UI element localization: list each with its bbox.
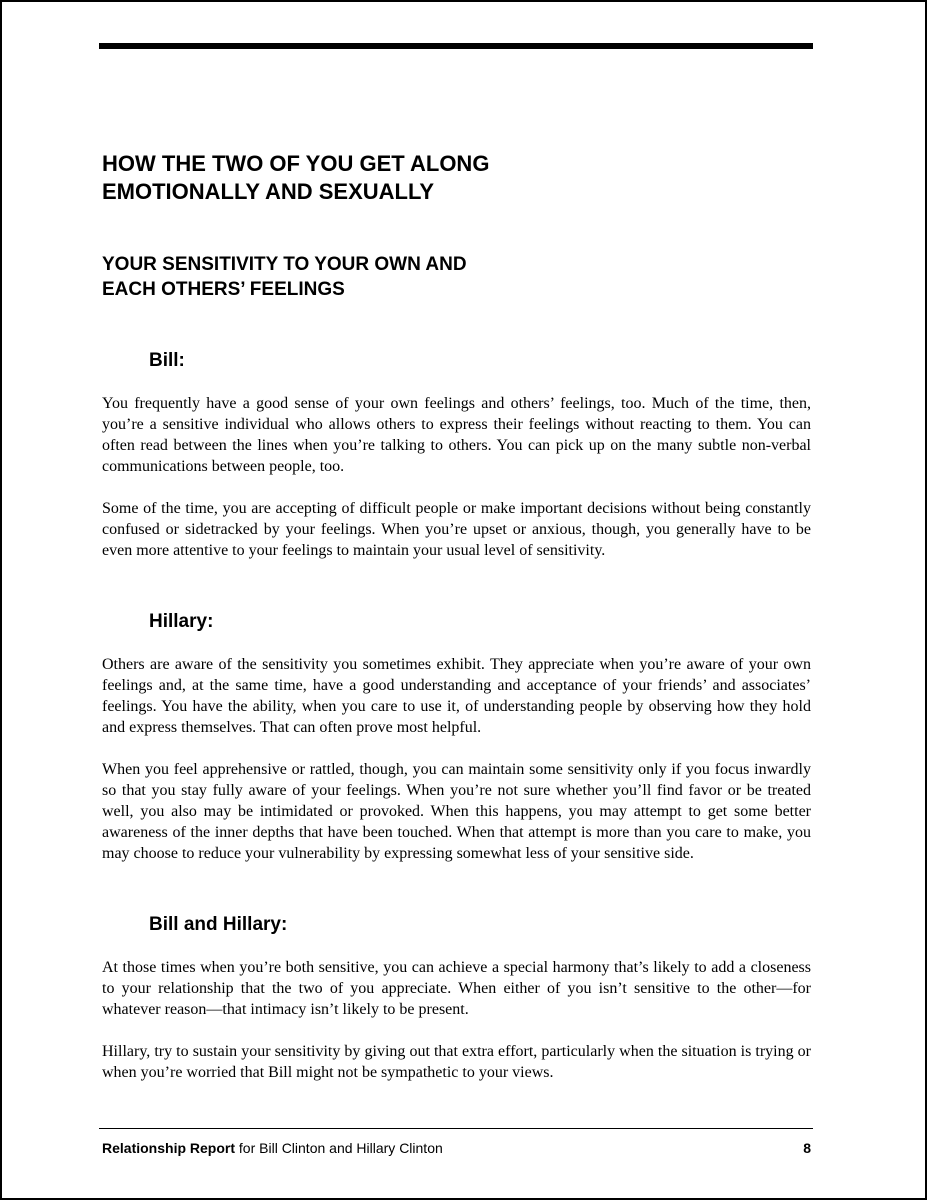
footer-report-for: for Bill Clinton and Hillary Clinton (235, 1140, 443, 1156)
page-content (102, 150, 811, 1083)
footer-report-label: Relationship Report (102, 1140, 236, 1156)
heading-hillary: Hillary: (149, 611, 214, 632)
heading-bill-and-hillary: Bill and Hillary: (149, 914, 288, 935)
page-footer (102, 1139, 811, 1157)
page-title-line-2: EMOTIONALLY AND SEXUALLY (102, 179, 435, 204)
page-title (102, 150, 811, 206)
page-number: 8 (803, 1140, 811, 1156)
section-subtitle-line-1: YOUR SENSITIVITY TO YOUR OWN AND (102, 254, 467, 275)
paragraph-hillary-2: When you feel apprehensive or rattled, though, you can maintain some sensitivity only if you focus inwardly so that you stay fully aware of your feelings. When you’re not sure whether you’ll find favor or be treated well, you also may be intimidated or provoked. When this happens, you may attempt to get some better awareness of the inner depths that have been touched. When that attempt is more than you care to make, you may choose to reduce your vulnerability by expressing somewhat less of your sensitive side. (102, 761, 811, 862)
page-title-line-1: HOW THE TWO OF YOU GET ALONG (102, 151, 490, 176)
paragraph-bill-1: You frequently have a good sense of your own feelings and others’ feelings, too. Much of the time, then, you’re a sensitive individual who allows others to express their feelings without reacting to them. You can often read between the lines when you’re talking to others. You can pick up on the many subtle non-verbal communications between people, too. (102, 395, 811, 475)
paragraph-bill-2: Some of the time, you are accepting of difficult people or make important decisions without being constantly confused or sidetracked by your feelings. When you’re upset or anxious, though, you generally have to be even more attentive to your feelings to maintain your usual level of sensitivity. (102, 500, 811, 559)
footer-rule (99, 1128, 813, 1129)
paragraph-both-1: At those times when you’re both sensitive, you can achieve a special harmony that’s likely to add a closeness to your relationship that the two of you appreciate. When either of you isn’t sensitive to the other—for whatever reason—that intimacy isn’t likely to be present. (102, 959, 811, 1018)
paragraph-hillary-1: Others are aware of the sensitivity you sometimes exhibit. They appreciate when you’re aware of your own feelings and, at the same time, have a good understanding and acceptance of your friends’ and associates’ feelings. You have the ability, when you care to use it, of understanding people by observing how they hold and express themselves. That can often prove most helpful. (102, 656, 811, 736)
footer-report-title (102, 1139, 443, 1157)
top-rule (99, 43, 813, 49)
section-subtitle (102, 252, 811, 302)
heading-bill: Bill: (149, 350, 185, 371)
section-subtitle-line-2: EACH OTHERS’ FEELINGS (102, 279, 345, 300)
paragraph-both-2: Hillary, try to sustain your sensitivity by giving out that extra effort, particularly when the situation is trying or when you’re worried that Bill might not be sympathetic to your views. (102, 1043, 811, 1081)
